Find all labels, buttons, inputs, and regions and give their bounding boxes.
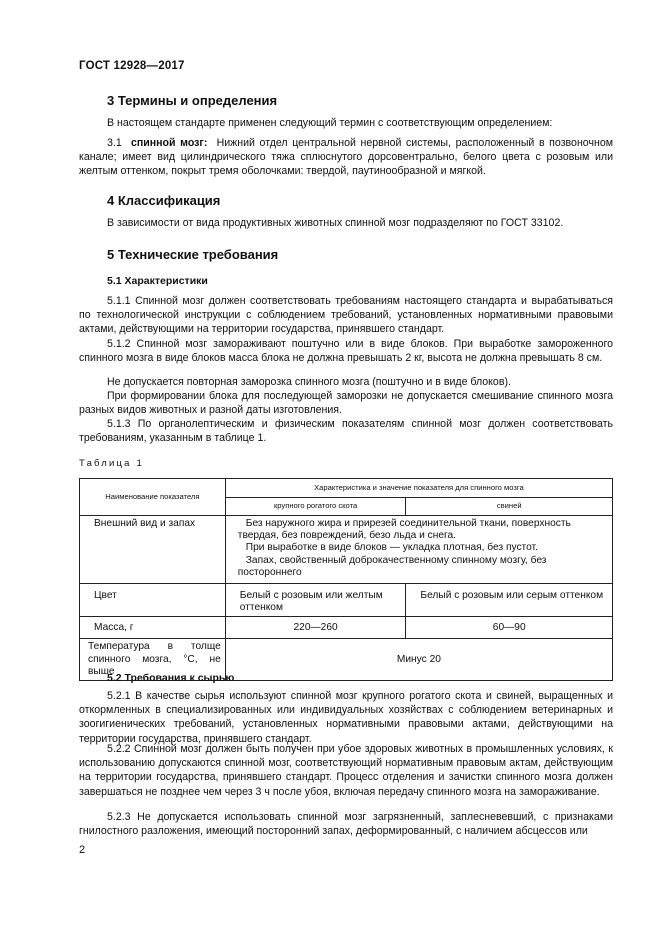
para-5-1-2b: Не допускается повторная заморозка спинного мозга (поштучно и в виде блоков). bbox=[107, 376, 511, 388]
definition-text: Нижний отдел центральной нервной системы, расположенный в позвоночном канале; имеет вид цилиндрического тяжа сплюснутого дорсовентрально, белого цвета с розовым или желтым оттенком, покрыт тремя оболочками: твердой, паутинообразной и мягкой. bbox=[79, 137, 614, 178]
table-row bbox=[80, 516, 613, 584]
header-group: Характеристика и значение показателя для спинного мозга bbox=[225, 479, 612, 498]
table-1 bbox=[79, 478, 613, 681]
table-caption: Таблица 1 bbox=[79, 458, 144, 469]
row-mass-pigs: 60—90 bbox=[406, 617, 613, 639]
row-mass-name: Масса, г bbox=[80, 617, 226, 639]
appearance-line-2: При выработке в виде блоков — укладка плотная, без пустот. bbox=[245, 542, 538, 554]
appearance-line-3: Запах, свойственный доброкачественному спинному мозгу, без постороннего bbox=[237, 554, 547, 578]
section-5-2-title: 5.2 Требования к сырью bbox=[107, 672, 235, 684]
row-temp-value: Минус 20 bbox=[225, 639, 612, 681]
para-5-2-3: 5.2.3 Не допускается использовать спинной мозг загрязненный, заплесневевший, с признаками гнилостного разложения, имеющий посторонний запах, деформированный, с наличием абсцессов или bbox=[79, 811, 613, 838]
term-definition bbox=[79, 136, 613, 179]
term: спинной мозг: bbox=[130, 137, 208, 149]
para-5-1-2c: При формировании блока для последующей заморозки не допускается смешивание спинного мозга разных видов животных и разной даты изготовления. bbox=[79, 390, 613, 417]
para-5-2-1: 5.2.1 В качестве сырья используют спинной мозг крупного рогатого скота и свиней, выращенных и откормленных в специализированных или индивидуальных хозяйствах с соблюдением ветеринарных и зоогигиенических требований, установленных нормативными правовыми актами, действующими на территории государства, принявшего стандарт. bbox=[79, 690, 613, 745]
section-5-title: 5 Технические требования bbox=[107, 247, 279, 262]
section-4-text: В зависимости от вида продуктивных животных спинной мозг подразделяют по ГОСТ 33102. bbox=[107, 217, 564, 229]
header-pigs: свиней bbox=[406, 498, 613, 516]
header-cattle: крупного рогатого скота bbox=[225, 498, 406, 516]
table-row bbox=[80, 617, 613, 639]
section-5-1-title: 5.1 Характеристики bbox=[107, 275, 208, 287]
header-name: Наименование показателя bbox=[80, 479, 226, 516]
para-5-2-2: 5.2.2 Спинной мозг должен быть получен при убое здоровых животных в промышленных условиях, к использованию допускаются спинной мозг, соответствующий нормативным правовым актам, действующим на территории государства, принявшего стандарт. Процесс отделения и зачистки спинного мозга должен завершаться не позднее чем через 3 ч после убоя, включая передачу спинного мозга на замораживание. bbox=[79, 743, 613, 798]
row-appearance-value bbox=[225, 516, 612, 584]
table-row bbox=[80, 584, 613, 617]
page-number: 2 bbox=[79, 844, 86, 856]
para-5-1-2: 5.1.2 Спинной мозг замораживают поштучно или в виде блоков. При выработке замороженного спинного мозга в виде блоков масса блока не должна превышать 2 кг, высота не должна превышать 8 см. bbox=[79, 338, 613, 365]
para-5-1-1: 5.1.1 Спинной мозг должен соответствовать требованиям настоящего стандарта и вырабатываться по технологической инструкции с соблюдением требований, установленных нормативными правовыми актами, действующими на территории государства, принявшего стандарт. bbox=[79, 295, 613, 336]
row-temp-name: Температура в толще спинного мозга, °С, не выше bbox=[80, 639, 226, 681]
section-3-title: 3 Термины и определения bbox=[107, 93, 278, 108]
row-color-cattle: Белый с розовым или желтым оттенком bbox=[225, 584, 406, 617]
row-appearance-name: Внешний вид и запах bbox=[80, 516, 226, 584]
appearance-line-1: Без наружного жира и прирезей соединительной ткани, поверхность твердая, без повреждений, безо льда и снега. bbox=[237, 518, 571, 542]
standard-code: ГОСТ 12928—2017 bbox=[79, 60, 185, 72]
row-color-name: Цвет bbox=[80, 584, 226, 617]
term-number: 3.1 bbox=[107, 137, 122, 149]
para-5-1-3: 5.1.3 По органолептическим и физическим показателям спинной мозг должен соответствовать требованиям, указанным в таблице 1. bbox=[79, 418, 613, 445]
section-4-title: 4 Классификация bbox=[107, 193, 221, 208]
row-color-pigs: Белый с розовым или серым оттенком bbox=[406, 584, 613, 617]
section-3-intro: В настоящем стандарте применен следующий термин с соответствующим определением: bbox=[107, 117, 553, 129]
row-mass-cattle: 220—260 bbox=[225, 617, 406, 639]
